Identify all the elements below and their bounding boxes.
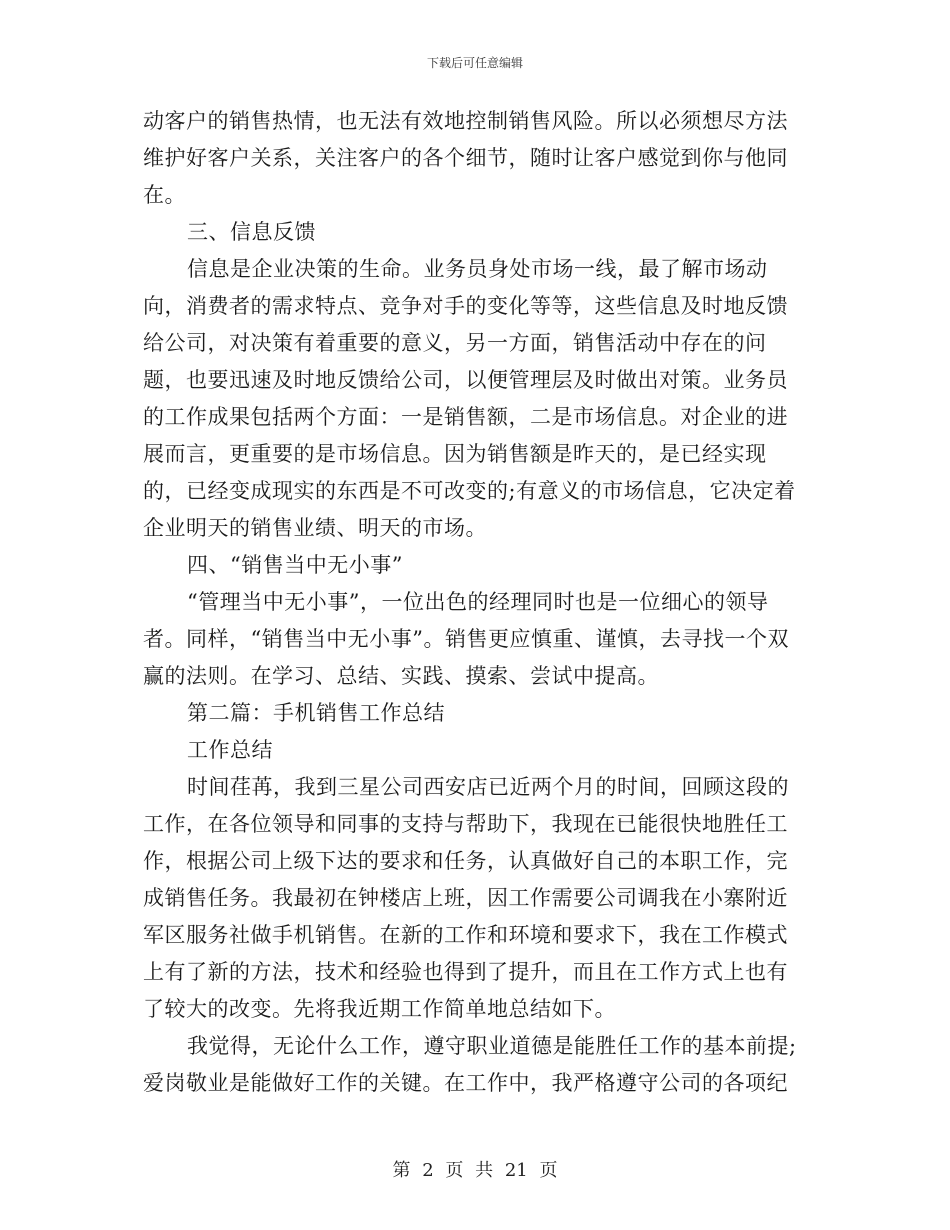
paragraph: 动客户的销售热情，也无法有效地控制销售风险。所以必须想尽方法维护好客户关系，关注客户的各个细节，随时让客户感觉到你与他同在。 [143, 109, 788, 207]
page-footer: 第 2 页 共 21 页 [392, 1160, 558, 1181]
document-body [143, 103, 803, 1102]
paragraph: 我觉得，无论什么工作，遵守职业道德是能胜任工作的基本前提;爱岗敬业是能做好工作的关键。在工作中，我严格遵守公司的各项纪 [143, 1034, 797, 1095]
subheading-work-summary: 工作总结 [187, 738, 273, 762]
paragraph: 信息是企业决策的生命。业务员身处市场一线，最了解市场动向，消费者的需求特点、竞争对手的变化等等，这些信息及时地反馈给公司，对决策有着重要的意义，另一方面，销售活动中存在的问题，也要迅速及时地反馈给公司，以便管理层及时做出对策。业务员的工作成果包括两个方面：一是销售额，二是市场信息。对企业的进展而言，更重要的是市场信息。因为销售额是昨天的，是已经实现的，已经变成现实的东西是不可改变的;有意义的市场信息，它决定着企业明天的销售业绩、明天的市场。 [143, 257, 796, 540]
paragraph: “管理当中无小事”，一位出色的经理同时也是一位细心的领导者。同样，“销售当中无小事”。销售更应慎重、谨慎，去寻找一个双赢的法则。在学习、总结、实践、摸索、尝试中提高。 [143, 590, 789, 688]
section-heading-no-small-matters: 四、“销售当中无小事” [187, 553, 403, 577]
paragraph: 时间荏苒，我到三星公司西安店已近两个月的时间，回顾这段的工作，在各位领导和同事的支持与帮助下，我现在已能很快地胜任工作，根据公司上级下达的要求和任务，认真做好自己的本职工作，完成销售任务。我最初在钟楼店上班，因工作需要公司调我在小寨附近军区服务社做手机销售。在新的工作和环境和要求下，我在工作模式上有了新的方法，技术和经验也得到了提升，而且在工作方式上也有了较大的改变。先将我近期工作简单地总结如下。 [143, 775, 789, 1021]
page-header: 下载后可任意编辑 [426, 56, 523, 70]
section-heading-info-feedback: 三、信息反馈 [187, 220, 316, 244]
chapter-heading: 第二篇：手机销售工作总结 [187, 701, 445, 725]
